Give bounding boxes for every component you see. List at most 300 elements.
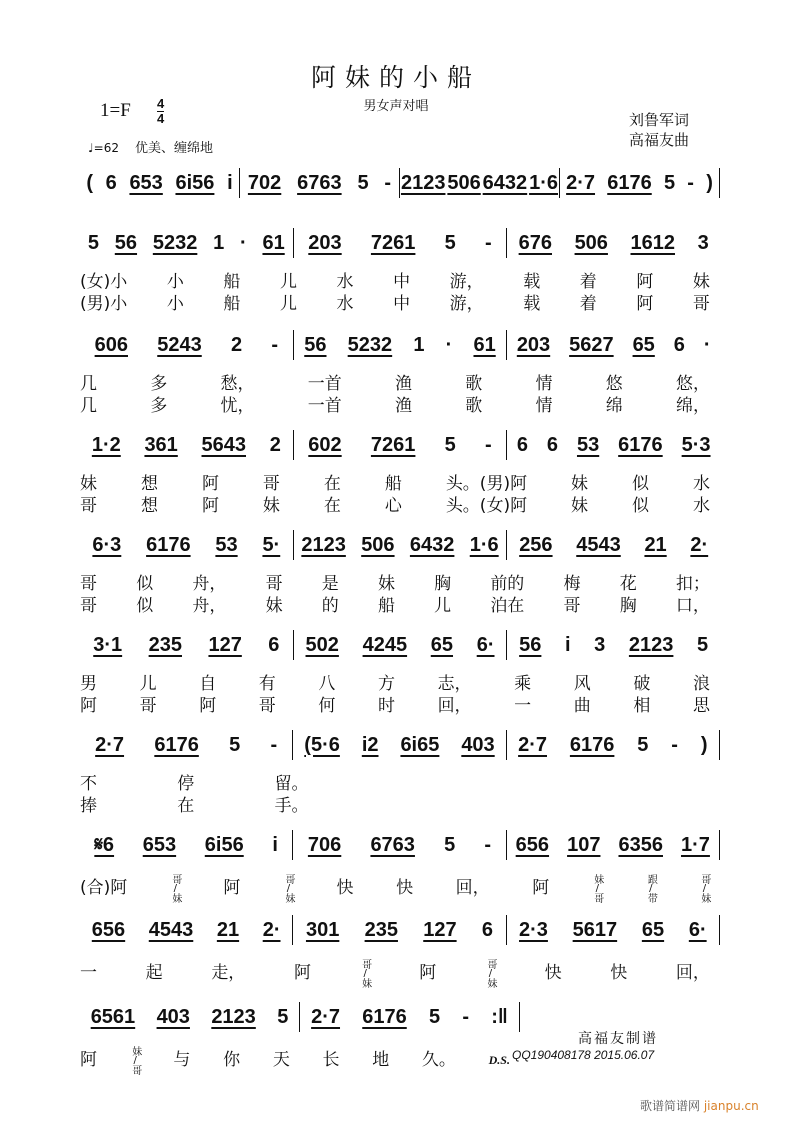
lyric-word: 地 bbox=[372, 1050, 390, 1070]
lyric-word: 志， bbox=[437, 674, 472, 694]
lyric-word: 渔 bbox=[395, 374, 412, 394]
notation-row bbox=[80, 1002, 520, 1032]
lyric-word: 想 bbox=[140, 496, 158, 516]
note-group: 5 bbox=[357, 171, 369, 194]
note-group: 5 bbox=[444, 833, 456, 856]
note-group: 5 bbox=[444, 433, 456, 456]
note-group: 676 bbox=[518, 231, 552, 254]
note-group: 2123 bbox=[628, 633, 674, 656]
lyric-word: 回， bbox=[675, 963, 710, 983]
lyric-word: 水 bbox=[336, 294, 354, 314]
lyric-word: 似 bbox=[136, 596, 154, 616]
note-group: 361 bbox=[144, 433, 178, 456]
lyric-word: 阿 bbox=[199, 696, 217, 716]
arranger-credit: 高福友制谱 bbox=[578, 1031, 658, 1047]
note-group: 65 bbox=[430, 633, 454, 656]
note-group: 2·3 bbox=[519, 918, 548, 941]
note-group: 6176 bbox=[154, 733, 199, 756]
lyric-word: 梅 bbox=[563, 574, 581, 594]
lyric-word: 相 bbox=[633, 696, 651, 716]
lyric-word: 几 bbox=[80, 396, 97, 416]
lyric-word: 花 bbox=[619, 574, 637, 594]
measure bbox=[293, 915, 506, 945]
watermark-cn: 歌谱简谱网 bbox=[640, 1099, 701, 1113]
lyric-word: 何 bbox=[318, 696, 336, 716]
note-group: 21 bbox=[644, 533, 667, 556]
lyric-word: 船 bbox=[223, 272, 241, 292]
note-group: 3·1 bbox=[93, 633, 123, 656]
note-group: 5243 bbox=[157, 333, 202, 356]
lyric-word: 阿 bbox=[223, 878, 241, 898]
lyric-word: 阿 bbox=[636, 294, 654, 314]
note-group: 2· bbox=[690, 533, 709, 556]
note-group: 6 bbox=[673, 333, 685, 356]
lyric-word: 小 bbox=[166, 294, 184, 314]
measure bbox=[293, 730, 506, 760]
lyric-word: 着 bbox=[579, 272, 597, 292]
note-group: 2· bbox=[262, 918, 281, 941]
lyric-word: 阿 bbox=[293, 963, 311, 983]
note-group: 1·6 bbox=[469, 533, 499, 556]
lyric-word: 小 bbox=[166, 272, 184, 292]
note-group: 6176 bbox=[362, 1005, 407, 1028]
measure bbox=[400, 168, 560, 198]
note-group: 6i65 bbox=[400, 733, 440, 756]
lyric-word: 阿 bbox=[80, 1050, 97, 1070]
measure bbox=[80, 1002, 300, 1032]
lyric-word: 情 bbox=[535, 396, 553, 416]
note-group: i2 bbox=[361, 733, 379, 756]
note-group: (5·6 bbox=[304, 733, 340, 756]
measure bbox=[80, 915, 293, 945]
note-group: 53 bbox=[576, 433, 600, 456]
lyric-word: 快 bbox=[610, 963, 628, 983]
lyric-word: 中 bbox=[393, 294, 411, 314]
lyric-word: 在 bbox=[323, 474, 341, 494]
note-group: 5 bbox=[428, 1005, 441, 1028]
note-group: 6176 bbox=[607, 171, 652, 194]
lyric-word: 方 bbox=[377, 674, 395, 694]
lyric-row bbox=[80, 774, 720, 794]
lyric-row bbox=[80, 596, 720, 616]
lyric-word: 妹 bbox=[80, 474, 97, 494]
lyric-word: 时 bbox=[377, 696, 395, 716]
notation-row bbox=[80, 830, 720, 860]
lyric-word: 哥 bbox=[265, 574, 283, 594]
note-group: 65 bbox=[641, 918, 665, 941]
note-group: 6356 bbox=[618, 833, 663, 856]
measure bbox=[294, 430, 508, 460]
note-group: 2·7 bbox=[311, 1005, 341, 1028]
measure bbox=[294, 630, 508, 660]
note-group: 6 bbox=[105, 171, 117, 194]
lyric-word: 回， bbox=[455, 878, 490, 898]
lyric-word: 乘 bbox=[514, 674, 532, 694]
lyric-row bbox=[80, 374, 720, 394]
note-group: 653 bbox=[129, 171, 163, 194]
note-group: 6176 bbox=[618, 433, 663, 456]
note-group: 6·3 bbox=[92, 533, 122, 556]
note-group: 6· bbox=[476, 633, 495, 656]
note-group: 56 bbox=[114, 231, 138, 254]
lyric-word: 快 bbox=[396, 878, 414, 898]
lyric-word: 歌 bbox=[465, 396, 483, 416]
lyric-word: 似 bbox=[632, 474, 650, 494]
lyric-row bbox=[80, 874, 720, 902]
measure bbox=[80, 630, 294, 660]
lyric-word: 妹 bbox=[377, 574, 395, 594]
note-group: 6 bbox=[546, 433, 559, 456]
lyric-word: 久。 bbox=[421, 1050, 456, 1070]
lyric-word: 一 bbox=[514, 696, 532, 716]
lyric-row bbox=[80, 674, 720, 694]
lyric-word: 你 bbox=[223, 1050, 241, 1070]
lyric-word: 哥 bbox=[692, 294, 710, 314]
score-line bbox=[80, 730, 720, 816]
tempo-value: ♩=62 bbox=[88, 141, 119, 155]
measure bbox=[507, 330, 720, 360]
note-group: 203 bbox=[516, 333, 551, 356]
note-group: i bbox=[565, 633, 571, 656]
lyric-word: 走， bbox=[211, 963, 246, 983]
lyric-row bbox=[80, 294, 720, 314]
note-group: 502 bbox=[305, 633, 339, 656]
lyric-row bbox=[80, 474, 720, 494]
lyric-word: 舟， bbox=[192, 574, 227, 594]
note-group: 5232 bbox=[347, 333, 393, 356]
score-line bbox=[80, 1002, 520, 1074]
lyric-word: 自 bbox=[199, 674, 217, 694]
lyric-word: 哥 bbox=[80, 574, 97, 594]
note-group: 56 bbox=[519, 633, 542, 656]
lyric-word: 不 bbox=[80, 774, 97, 794]
lyric-word: 妹 bbox=[692, 272, 710, 292]
note-group: 5 bbox=[663, 171, 676, 194]
measure bbox=[294, 228, 508, 258]
stacked-lyric: 哥/妹 bbox=[698, 874, 710, 902]
lyric-word: 一 bbox=[80, 963, 97, 983]
lyric-word: 有 bbox=[258, 674, 276, 694]
measure bbox=[507, 228, 720, 258]
lyric-word: 多 bbox=[150, 374, 168, 394]
note-group: 5627 bbox=[569, 333, 614, 356]
note-group: 256 bbox=[519, 533, 553, 556]
note-group: 235 bbox=[364, 918, 398, 941]
score-line bbox=[80, 330, 720, 416]
note-group: 656 bbox=[515, 833, 550, 856]
note-group: 4543 bbox=[148, 918, 194, 941]
measure bbox=[80, 228, 294, 258]
note-group: 2·7 bbox=[566, 171, 596, 194]
note-group: 5·3 bbox=[681, 433, 711, 456]
song-subtitle: 男女声对唱 bbox=[363, 99, 429, 114]
lyric-row bbox=[80, 696, 720, 716]
lyric-word: 阿 bbox=[201, 474, 219, 494]
measure bbox=[507, 730, 720, 760]
note-group: 7261 bbox=[370, 433, 416, 456]
note-group: 5 bbox=[444, 231, 456, 254]
watermark bbox=[640, 1097, 759, 1114]
lyric-row bbox=[80, 796, 720, 816]
lyric-word: 哥 bbox=[139, 696, 157, 716]
lyric-word: 阿 bbox=[80, 696, 97, 716]
note-group: 6· bbox=[688, 918, 707, 941]
lyric-word: 妹 bbox=[571, 474, 589, 494]
lyric-word: 哥 bbox=[258, 696, 276, 716]
note-group: 6i56 bbox=[204, 833, 244, 856]
note-group: 1·6 bbox=[529, 171, 558, 194]
lyric-word: 曲 bbox=[573, 696, 591, 716]
lyric-word: 手。 bbox=[274, 796, 309, 816]
note-group: 702 bbox=[247, 171, 282, 194]
note-group: 1 bbox=[413, 333, 425, 356]
lyric-word: 快 bbox=[336, 878, 354, 898]
lyric-word: 游， bbox=[449, 272, 484, 292]
lyric-word: 歌 bbox=[465, 374, 483, 394]
lyric-word: 水 bbox=[692, 496, 710, 516]
note-group: 506 bbox=[447, 171, 481, 194]
measure bbox=[560, 168, 720, 198]
ds-mark: D.S. bbox=[488, 1053, 510, 1067]
lyric-word: 妹 bbox=[571, 496, 589, 516]
lyric-word: 游， bbox=[449, 294, 484, 314]
lyric-word: 头。(男)阿 bbox=[445, 474, 528, 494]
note-group: 2·7 bbox=[518, 733, 547, 756]
lyric-word: 的 bbox=[321, 596, 339, 616]
note-group: 6176 bbox=[146, 533, 191, 556]
note-group: 403 bbox=[156, 1005, 190, 1028]
lyric-word: 似 bbox=[632, 496, 650, 516]
note-group: 1 bbox=[213, 231, 225, 254]
note-group: 21 bbox=[216, 918, 240, 941]
lyric-word: 口， bbox=[675, 596, 710, 616]
note-group: 6176 bbox=[569, 733, 615, 756]
note-group: 5 bbox=[697, 633, 709, 656]
lyric-word: 男 bbox=[80, 674, 97, 694]
contact-info: QQ190408178 2015.06.07 bbox=[512, 1048, 655, 1062]
measure bbox=[507, 630, 720, 660]
note-group: 2 bbox=[231, 333, 243, 356]
notation-row bbox=[80, 915, 720, 945]
note-group: 6432 bbox=[482, 171, 528, 194]
lyric-word: 忧， bbox=[220, 396, 255, 416]
lyricist: 刘鲁军词 bbox=[629, 111, 690, 129]
composer: 高福友曲 bbox=[629, 131, 690, 149]
note-group: 5 bbox=[277, 1005, 289, 1028]
measure bbox=[293, 830, 506, 860]
lyric-word: 是 bbox=[321, 574, 339, 594]
note-group: 506 bbox=[361, 533, 395, 556]
meter-bottom: 4 bbox=[157, 111, 165, 126]
note-group: 6i56 bbox=[175, 171, 215, 194]
lyric-word: 儿 bbox=[279, 272, 297, 292]
lyric-word: 着 bbox=[579, 294, 597, 314]
lyric-word: 船 bbox=[223, 294, 241, 314]
note-group: 6 bbox=[268, 633, 280, 656]
notation-row bbox=[80, 730, 720, 760]
note-group: 2·7 bbox=[95, 733, 125, 756]
note-group: 61 bbox=[473, 333, 496, 356]
measure bbox=[240, 168, 400, 198]
lyric-word: 哥 bbox=[262, 474, 280, 494]
note-group: 706 bbox=[307, 833, 342, 856]
lyric-row bbox=[80, 574, 720, 594]
lyric-word: 载 bbox=[523, 272, 541, 292]
note-group: - bbox=[485, 433, 492, 456]
note-group: 6763 bbox=[370, 833, 415, 856]
lyric-word: 一首 bbox=[307, 374, 342, 394]
note-group: - bbox=[462, 1005, 470, 1028]
note-group: 2 bbox=[269, 433, 281, 456]
note-group: 606 bbox=[94, 333, 128, 356]
lyric-word: 愁， bbox=[220, 374, 255, 394]
key-signature: 1=F bbox=[100, 100, 131, 121]
stacked-lyric: 哥/妹 bbox=[359, 959, 371, 987]
note-group: ( bbox=[86, 171, 93, 194]
measure bbox=[507, 430, 720, 460]
stacked-lyric: 哥/妹 bbox=[484, 959, 496, 987]
note-group: 5 bbox=[87, 231, 100, 254]
stacked-lyric: 哥/妹 bbox=[169, 874, 181, 902]
meter-top: 4 bbox=[157, 96, 165, 111]
note-group: 1612 bbox=[630, 231, 675, 254]
measure bbox=[507, 915, 720, 945]
measure bbox=[80, 830, 293, 860]
note-group: ) bbox=[700, 733, 708, 756]
lyric-word: 头。(女)阿 bbox=[445, 496, 528, 516]
note-group: 653 bbox=[142, 833, 177, 856]
note-group: 5· bbox=[262, 533, 281, 556]
note-group: - bbox=[271, 333, 279, 356]
measure bbox=[80, 730, 293, 760]
note-group: · bbox=[240, 231, 247, 254]
stacked-lyric: 跟/带 bbox=[645, 874, 657, 902]
note-group: 3 bbox=[697, 231, 709, 254]
score-line bbox=[80, 530, 720, 616]
lyric-word: 似 bbox=[136, 574, 154, 594]
watermark-en: jianpu.cn bbox=[703, 1099, 759, 1113]
note-group: i bbox=[227, 171, 233, 194]
lyric-word: 扣； bbox=[675, 574, 710, 594]
note-group: ) bbox=[706, 171, 713, 194]
lyric-row bbox=[80, 959, 720, 987]
lyric-word: 载 bbox=[523, 294, 541, 314]
lyric-word: 回， bbox=[437, 696, 472, 716]
lyric-word: 天 bbox=[272, 1050, 290, 1070]
lyric-row bbox=[80, 272, 720, 292]
lyric-word: 与 bbox=[173, 1050, 191, 1070]
note-group: 4245 bbox=[362, 633, 408, 656]
note-group: 2123 bbox=[211, 1005, 256, 1028]
note-group: 403 bbox=[461, 733, 495, 756]
note-group: 1·2 bbox=[91, 433, 121, 456]
note-group: 6561 bbox=[90, 1005, 136, 1028]
note-group: 4543 bbox=[576, 533, 621, 556]
score-line bbox=[80, 430, 720, 516]
lyric-word: (合)阿 bbox=[80, 878, 128, 898]
lyric-word: 水 bbox=[336, 272, 354, 292]
measure bbox=[507, 530, 720, 560]
lyric-word: 哥 bbox=[563, 596, 581, 616]
note-group: · bbox=[703, 333, 711, 356]
lyric-word: 儿 bbox=[279, 294, 297, 314]
note-group: 5 bbox=[229, 733, 241, 756]
lyric-word: 阿 bbox=[636, 272, 654, 292]
notation-row bbox=[80, 630, 720, 660]
note-group: - bbox=[485, 231, 492, 254]
measure bbox=[80, 168, 240, 198]
measure bbox=[80, 530, 294, 560]
lyric-word: 破 bbox=[633, 674, 651, 694]
lyric-word: 儿 bbox=[139, 674, 157, 694]
note-group: 107 bbox=[567, 833, 601, 856]
lyric-word: 妹 bbox=[265, 596, 283, 616]
lyric-word: 想 bbox=[140, 474, 158, 494]
lyric-word: 阿 bbox=[419, 963, 437, 983]
note-group: 235 bbox=[148, 633, 182, 656]
lyric-word: 绵， bbox=[676, 396, 710, 416]
lyric-word: 妹 bbox=[262, 496, 280, 516]
note-group: 203 bbox=[308, 231, 342, 254]
lyric-word: 绵 bbox=[605, 396, 623, 416]
credits bbox=[629, 110, 689, 150]
note-group: 6 bbox=[516, 433, 528, 456]
note-group: :‖ bbox=[491, 1005, 508, 1028]
note-group: 6432 bbox=[409, 533, 455, 556]
lyric-word: 儿 bbox=[434, 596, 452, 616]
stacked-lyric: 妹/哥 bbox=[591, 874, 603, 902]
lyric-word: 捧 bbox=[80, 796, 97, 816]
measure bbox=[80, 430, 294, 460]
notation-row bbox=[80, 228, 720, 258]
tempo-marking bbox=[88, 137, 213, 156]
note-group: 6 bbox=[481, 918, 493, 941]
lyric-word: 悠 bbox=[605, 374, 623, 394]
lyric-word: 起 bbox=[145, 963, 163, 983]
lyric-word: 几 bbox=[80, 374, 97, 394]
note-group: 5617 bbox=[572, 918, 618, 941]
note-group: - bbox=[671, 733, 678, 756]
note-group: 1·7 bbox=[681, 833, 710, 856]
lyric-word: 哥 bbox=[80, 496, 97, 516]
note-group: - bbox=[484, 833, 492, 856]
expression-text: 优美、缠绵地 bbox=[134, 141, 213, 156]
lyric-word: 阿 bbox=[532, 878, 550, 898]
lyric-word: 多 bbox=[150, 396, 168, 416]
lyric-word: 胸 bbox=[434, 574, 452, 594]
lyric-word: 心 bbox=[384, 496, 402, 516]
lyric-word: 胸 bbox=[619, 596, 637, 616]
note-group: 56 bbox=[304, 333, 327, 356]
time-signature bbox=[157, 97, 164, 126]
notation-row bbox=[80, 530, 720, 560]
notation-row bbox=[80, 168, 720, 198]
lyric-word: 停 bbox=[177, 774, 195, 794]
lyric-word: 思 bbox=[692, 696, 710, 716]
lyric-row bbox=[80, 496, 720, 516]
note-group: 61 bbox=[262, 231, 285, 254]
measure bbox=[294, 330, 508, 360]
score-line bbox=[80, 915, 720, 987]
lyric-word: 渔 bbox=[395, 396, 412, 416]
note-group: 127 bbox=[423, 918, 457, 941]
lyric-row bbox=[80, 396, 720, 416]
note-group: i bbox=[272, 833, 278, 856]
lyric-word: 风 bbox=[573, 674, 591, 694]
note-group: 5232 bbox=[152, 231, 198, 254]
notation-row bbox=[80, 430, 720, 460]
lyric-word: 船 bbox=[377, 596, 395, 616]
